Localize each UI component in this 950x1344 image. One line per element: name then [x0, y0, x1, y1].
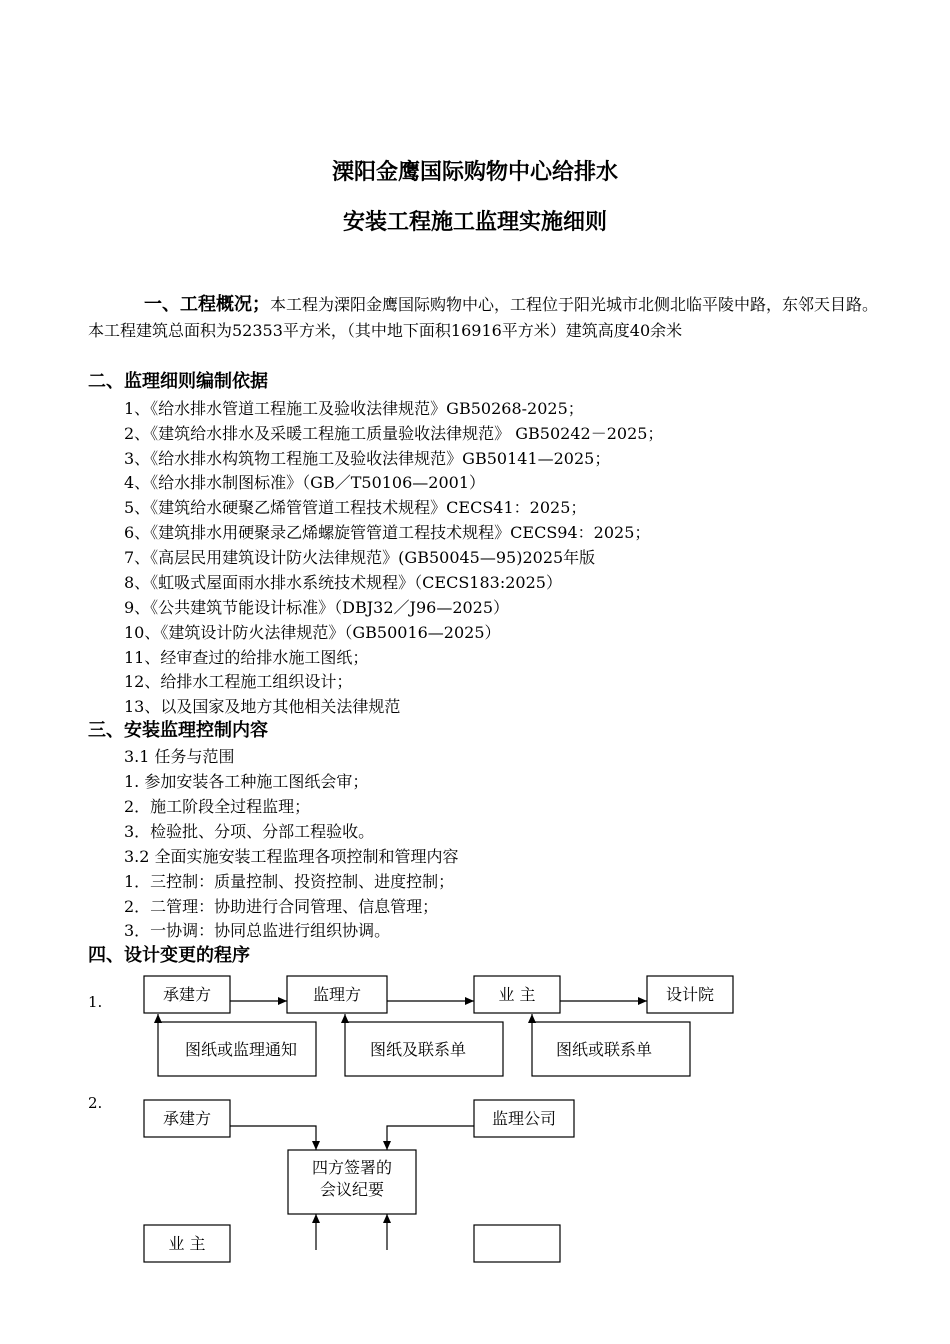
- control-item: 2．二管理：协助进行合同管理、信息管理；: [124, 897, 439, 916]
- diagram2-number: 2.: [88, 1094, 103, 1112]
- control-item: 3.1 任务与范围: [124, 747, 235, 766]
- section3-heading: 三、安装监理控制内容: [88, 720, 268, 741]
- control-item: 1．三控制：质量控制、投资控制、进度控制；: [124, 872, 455, 891]
- owner-label: 业 主: [498, 985, 536, 1004]
- arrow-supervision-to-minutes: [387, 1126, 474, 1150]
- section1-heading: 一、工程概况；: [144, 294, 270, 315]
- control-item: 3．一协调：协同总监进行组织协调。: [124, 921, 391, 940]
- section4-heading: 四、设计变更的程序: [88, 945, 250, 966]
- section2-heading: 二、监理细则编制依据: [88, 371, 268, 392]
- control-item: 1. 参加安装各工种施工图纸会审；: [124, 772, 369, 791]
- owner-label-2: 业 主: [168, 1234, 206, 1253]
- basis-item: 9、《公共建筑节能设计标准》（DBJ32／J96—2025）: [124, 598, 510, 617]
- basis-item: 4、《给水排水制图标准》（GB／T50106—2001）: [124, 473, 486, 492]
- feedback-label-3: 图纸或联系单: [555, 1040, 653, 1059]
- control-item: 2．施工阶段全过程监理；: [124, 797, 311, 816]
- meeting-minutes-label-2: 会议纪要: [319, 1180, 385, 1199]
- arrow-contractor-to-minutes: [230, 1126, 316, 1150]
- section1-text: 本工程为溧阳金鹰国际购物中心，工程位于阳光城市北侧北临平陵中路，东邻天目路。本工程建筑总面积为52353平方米，（其中地下面积16916平方米）建筑高度40余米: [88, 295, 879, 340]
- control-item: 3．检验批、分项、分部工程验收。: [124, 822, 375, 841]
- meeting-minutes-label-1: 四方签署的: [311, 1158, 393, 1177]
- basis-item: 13、以及国家及地方其他相关法律规范: [124, 697, 401, 716]
- basis-item: 1、《给水排水管道工程施工及验收法律规范》GB50268-2025；: [124, 399, 584, 418]
- basis-item: 12、给排水工程施工组织设计；: [124, 672, 353, 691]
- basis-item: 11、经审查过的给排水施工图纸；: [124, 648, 369, 667]
- basis-item: 6、《建筑排水用硬聚录乙烯螺旋管管道工程技术规程》CECS94：2025；: [124, 523, 651, 542]
- feedback-label-2: 图纸及联系单: [369, 1040, 467, 1059]
- basis-item: 5、《建筑给水硬聚乙烯管管道工程技术规程》CECS41：2025；: [124, 498, 587, 517]
- diagram1-number: 1.: [88, 993, 103, 1011]
- basis-item: 10、《建筑设计防火法律规范》（GB50016—2025）: [124, 623, 501, 642]
- feedback-label-1: 图纸或监理通知: [184, 1040, 298, 1059]
- document-title-line2: 安装工程施工监理实施细则: [342, 210, 607, 235]
- contractor-label: 承建方: [162, 985, 212, 1004]
- control-item: 3.2 全面实施安装工程监理各项控制和管理内容: [124, 847, 459, 866]
- design-box-2: [474, 1225, 560, 1262]
- document-title-line1: 溧阳金鹰国际购物中心给排水: [331, 160, 618, 185]
- basis-item: 2、《建筑给水排水及采暖工程施工质量验收法律规范》 GB50242－2025；: [124, 424, 664, 443]
- supervision-company-label: 监理公司: [491, 1109, 557, 1128]
- basis-item: 3、《给水排水构筑物工程施工及验收法律规范》GB50141—2025；: [124, 449, 611, 468]
- contractor-label-2: 承建方: [162, 1109, 212, 1128]
- basis-item: 7、《高层民用建筑设计防火法律规范》(GB50045—95)2025年版: [124, 548, 596, 567]
- basis-item: 8、《虹吸式屋面雨水排水系统技术规程》（CECS183:2025）: [124, 573, 562, 592]
- design-institute-label: 设计院: [665, 985, 715, 1004]
- supervisor-label: 监理方: [312, 985, 362, 1004]
